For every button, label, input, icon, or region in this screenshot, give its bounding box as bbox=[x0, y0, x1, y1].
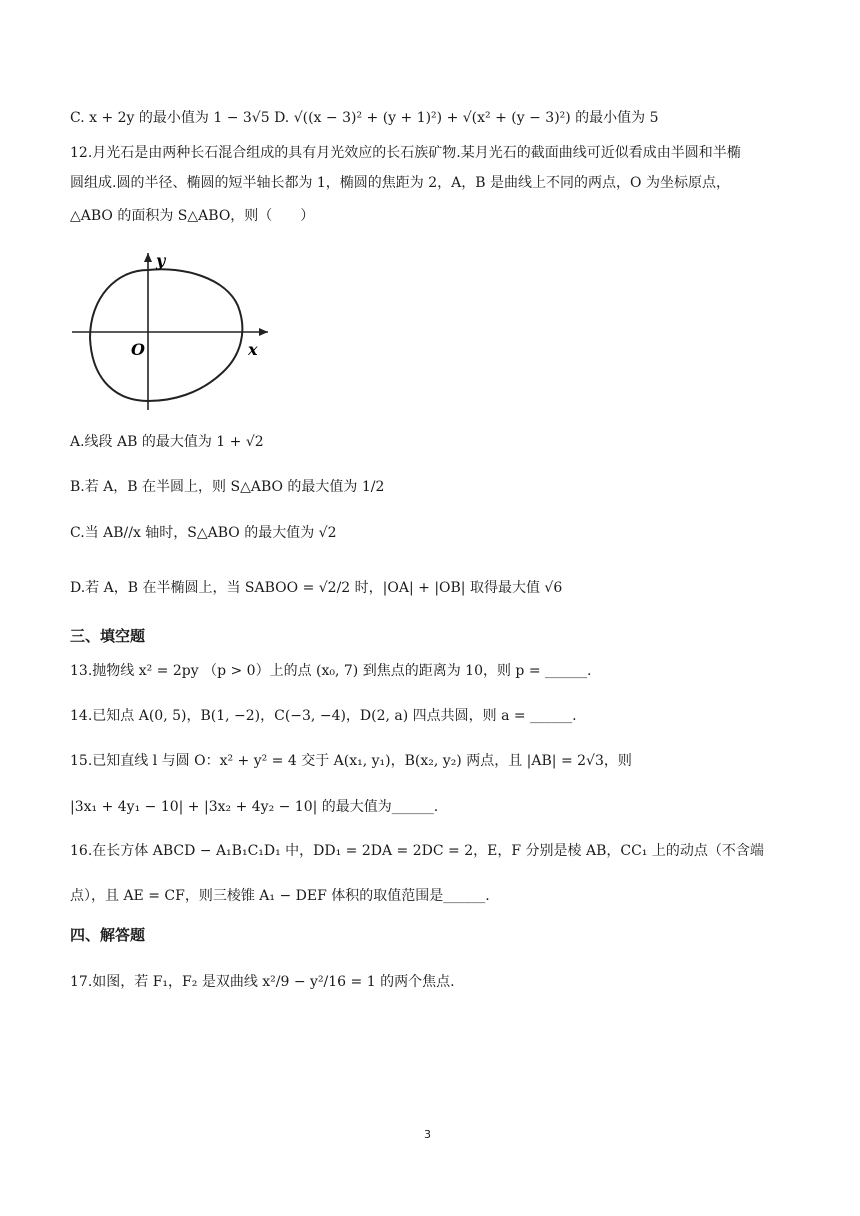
q14-text: 14.已知点 A(0, 5)，B(1, −2)，C(−3, −4)，D(2, a) 四点共圆，则 a = ______. bbox=[70, 708, 577, 724]
moonstone-curve bbox=[90, 269, 242, 401]
q11-options-cd: C. x + 2y 的最小值为 1 − 3√5 D. √((x − 3)² + (y + 1)²) + √(x² + (y − 3)²) 的最小值为 5 bbox=[70, 110, 659, 126]
y-axis-arrow bbox=[144, 253, 152, 262]
q13-text: 13.抛物线 x² = 2py （p > 0）上的点 (x₀, 7) 到焦点的距离为 10，则 p = ______. bbox=[70, 663, 592, 679]
origin-label: O bbox=[131, 340, 145, 359]
x-axis-label: x bbox=[248, 340, 258, 359]
section-answer-heading: 四、解答题 bbox=[70, 926, 146, 944]
page-number: 3 bbox=[424, 1128, 431, 1141]
q15-text-line1: 15.已知直线 l 与圆 O：x² + y² = 4 交于 A(x₁, y₁)，B(x₂, y₂) 两点，且 |AB| = 2√3，则 bbox=[70, 753, 632, 769]
moonstone-curve-figure bbox=[68, 248, 273, 413]
x-axis-arrow bbox=[259, 328, 268, 336]
q12-text-line1: 12.月光石是由两种长石混合组成的具有月光效应的长石族矿物.某月光石的截面曲线可近似看成由半圆和半椭 bbox=[70, 145, 741, 161]
q15-text-line2: |3x₁ + 4y₁ − 10| + |3x₂ + 4y₂ − 10| 的最大值为______. bbox=[70, 799, 439, 815]
section-fill-in-heading: 三、填空题 bbox=[70, 627, 146, 645]
q16-text-line1: 16.在长方体 ABCD − A₁B₁C₁D₁ 中，DD₁ = 2DA = 2DC = 2，E，F 分别是棱 AB，CC₁ 上的动点（不含端 bbox=[70, 843, 764, 859]
q12-text-line3: △ABO 的面积为 S△ABO，则（ ） bbox=[70, 208, 315, 224]
q12-option-b: B.若 A，B 在半圆上，则 S△ABO 的最大值为 1/2 bbox=[70, 479, 385, 495]
q12-option-c: C.当 AB//x 轴时，S△ABO 的最大值为 √2 bbox=[70, 525, 337, 541]
q16-text-line2: 点），且 AE = CF，则三棱锥 A₁ − DEF 体积的取值范围是______. bbox=[70, 888, 490, 904]
q12-option-d: D.若 A，B 在半椭圆上，当 SABOO = √2/2 时，|OA| + |OB| 取得最大值 √6 bbox=[70, 580, 563, 596]
q12-option-a: A.线段 AB 的最大值为 1 + √2 bbox=[70, 434, 264, 450]
q17-text: 17.如图，若 F₁，F₂ 是双曲线 x²/9 − y²/16 = 1 的两个焦点. bbox=[70, 974, 455, 990]
q12-text-line2: 圆组成.圆的半径、椭圆的短半轴长都为 1，椭圆的焦距为 2，A，B 是曲线上不同的两点，O 为坐标原点， bbox=[70, 175, 730, 191]
y-axis-label: y bbox=[156, 251, 166, 270]
